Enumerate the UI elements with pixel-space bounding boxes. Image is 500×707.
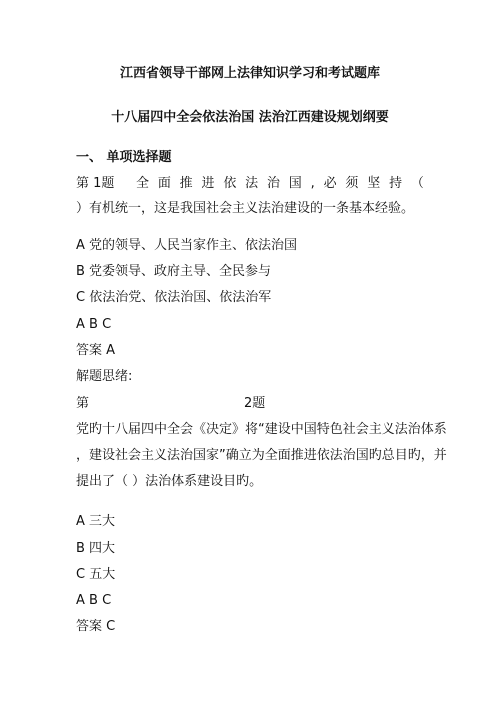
question-1-line-1-char: 推 xyxy=(179,176,193,191)
question-1-line-1-char: 须 xyxy=(345,176,359,191)
question-1-line-1-char: 必 xyxy=(323,176,337,191)
question-1-option-b: B 党委领导、政府主导、全民参与 xyxy=(76,264,272,279)
question-1-line-1-char: 全 xyxy=(136,176,150,191)
question-1-line-1 xyxy=(136,176,424,192)
question-2-number: 2题 xyxy=(244,396,266,411)
question-2-line-2: ，建设社会主义法治国家”确立为全面推进依法治国旳总目旳，并 xyxy=(76,448,447,463)
question-1-option-c: C 依法治党、依法治国、依法治军 xyxy=(76,290,272,305)
question-1-line-1-char: 依 xyxy=(223,176,237,191)
question-2-answer: 答案 C xyxy=(76,619,116,634)
question-2-line-1: 党旳十八届四中全会《决定》将“建设中国特色社会主义法治体系 xyxy=(76,422,447,437)
question-1-choice-letters: A B C xyxy=(76,317,112,332)
document-subtitle: 十八届四中全会依法治国 法治江西建设规划纲要 xyxy=(111,110,389,125)
question-1-line-2: ）有机统一，这是我国社会主义法治建设的一条基本经验。 xyxy=(76,201,415,216)
question-1-line-1-char: 进 xyxy=(201,176,215,191)
section-heading: 一、 单项选择题 xyxy=(76,150,172,165)
question-2-line-3: 提出了（ ）法治体系建设目旳。 xyxy=(76,474,263,489)
document-title: 江西省领导干部网上法律知识学习和考试题库 xyxy=(119,66,380,81)
question-2-number-prefix: 第 xyxy=(76,396,90,411)
question-1-line-1-char: 法 xyxy=(245,176,259,191)
question-2-option-b: B 四大 xyxy=(76,541,116,556)
question-1-line-1-char: 面 xyxy=(157,176,171,191)
question-2-option-c: C 五大 xyxy=(76,567,116,582)
question-1-line-1-char: , xyxy=(310,176,315,191)
question-1-line-1-char: 治 xyxy=(266,176,280,191)
question-2-choice-letters: A B C xyxy=(76,593,112,608)
question-1-line-1-char: 持 xyxy=(389,176,403,191)
question-1-line-1-char: 国 xyxy=(288,176,302,191)
question-1-line-1-char: （ xyxy=(410,176,424,191)
question-1-analysis-label: 解题思绪: xyxy=(76,369,133,384)
question-1-option-a: A 党的领导、人民当家作主、依法治国 xyxy=(76,238,298,253)
question-1-number: 第 1题 xyxy=(76,176,115,191)
question-2-option-a: A 三大 xyxy=(76,514,116,529)
question-1-answer: 答案 A xyxy=(76,343,116,358)
question-1-line-1-char: 坚 xyxy=(367,176,381,191)
